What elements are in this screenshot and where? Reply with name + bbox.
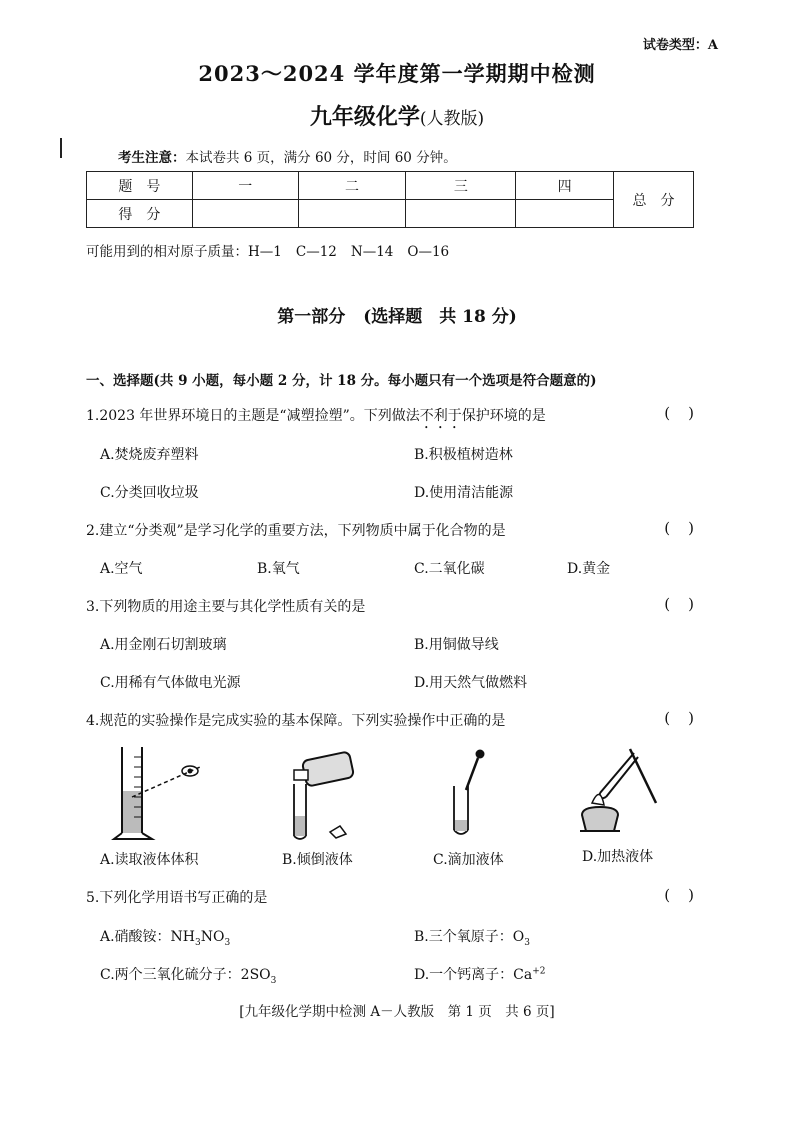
option-b[interactable]: B.三个氧原子：$O_3$ <box>414 929 530 948</box>
score-table-score-row <box>87 200 694 228</box>
stem-text: 1.2023 年世界环境日的主题是“减塑捡塑”。下列做法 <box>86 408 420 424</box>
option-b[interactable]: B.倾倒液体 <box>282 852 353 868</box>
part-heading <box>0 302 794 327</box>
option-a[interactable]: A.焚烧废弃塑料 <box>100 447 199 463</box>
exam-title: 2023～2024 学年度第一学期期中检测 <box>198 61 596 86</box>
score-label: 得 分 <box>87 200 193 228</box>
score-cell[interactable] <box>298 200 406 228</box>
page-footer: [九年级化学期中检测 A－人教版 第 1 页 共 6 页] <box>239 1004 555 1020</box>
emphasized-text: 不利于 <box>419 408 462 424</box>
option-a[interactable]: A.读取液体体积 <box>100 852 199 868</box>
atomic-masses-label: 可能用到的相对原子质量： <box>86 244 248 260</box>
exam-subtitle <box>0 100 794 131</box>
option-a[interactable]: A.硝酸铵：$NH_3NO_3$ <box>100 929 231 948</box>
part-subtitle: (选择题 共 18 分) <box>363 307 517 327</box>
answer-blank[interactable]: () <box>664 404 712 422</box>
option-c[interactable]: C.两个三氧化硫分子：$2SO_3$ <box>100 967 277 986</box>
score-cell[interactable] <box>192 200 298 228</box>
score-table <box>86 171 694 228</box>
question-number-label: 题 号 <box>87 172 193 200</box>
edition-label: (人教版) <box>419 109 485 129</box>
score-table-header-row <box>87 172 694 200</box>
option-c[interactable]: C.用稀有气体做电光源 <box>100 675 241 691</box>
binding-margin-mark <box>60 138 62 158</box>
section-heading: 一、选择题(共 9 小题，每小题 2 分，计 18 分。每小题只有一个选项是符合题意的) <box>86 373 597 389</box>
notice-text: 本试卷共 6 页，满分 60 分，时间 60 分钟。 <box>185 150 457 166</box>
stem-text: 保护环境的是 <box>461 408 546 424</box>
part-title: 第一部分 <box>277 307 346 327</box>
option-b[interactable]: B.氧气 <box>257 561 300 577</box>
option-c[interactable]: C.滴加液体 <box>433 852 504 868</box>
column-section-4: 四 <box>516 172 614 200</box>
atomic-masses <box>86 240 463 260</box>
option-b[interactable]: B.积极植树造林 <box>414 447 513 463</box>
option-b[interactable]: B.用铜做导线 <box>414 637 499 653</box>
question-stem: 3.下列物质的用途主要与其化学性质有关的是 <box>86 599 366 615</box>
atomic-mass-item: H—1 <box>248 244 282 260</box>
answer-blank[interactable]: () <box>664 886 712 904</box>
graduated-cylinder-illustration <box>100 745 220 845</box>
score-cell[interactable] <box>406 200 516 228</box>
option-a[interactable]: A.空气 <box>100 561 143 577</box>
score-cell[interactable] <box>516 200 614 228</box>
question-stem: 5.下列化学用语书写正确的是 <box>86 890 268 906</box>
notice-label: 考生注意： <box>118 150 186 166</box>
atomic-mass-item: N—14 <box>350 244 394 260</box>
option-c[interactable]: C.分类回收垃圾 <box>100 485 199 501</box>
question-stem: 2.建立“分类观”是学习化学的重要方法，下列物质中属于化合物的是 <box>86 523 506 539</box>
atomic-mass-item: O—16 <box>407 244 450 260</box>
option-d[interactable]: D.用天然气做燃料 <box>414 675 528 691</box>
pouring-liquid-illustration <box>280 748 380 843</box>
option-c[interactable]: C.二氧化碳 <box>414 561 485 577</box>
column-section-3: 三 <box>406 172 516 200</box>
option-d[interactable]: D.加热液体 <box>582 849 654 865</box>
column-section-1: 一 <box>192 172 298 200</box>
column-section-2: 二 <box>298 172 406 200</box>
answer-blank[interactable]: () <box>664 709 712 727</box>
question-stem <box>86 405 546 432</box>
subject-name: 九年级化学 <box>309 104 420 130</box>
exam-notice <box>118 146 457 166</box>
atomic-mass-item: C—12 <box>295 244 337 260</box>
total-score-cell: 总 分 <box>614 172 694 228</box>
dropper-illustration <box>440 750 500 842</box>
question-stem: 4.规范的实验操作是完成实验的基本保障。下列实验操作中正确的是 <box>86 713 506 729</box>
option-d[interactable]: D.一个钙离子：$Ca^{+2}$ <box>414 966 546 983</box>
answer-blank[interactable]: () <box>664 595 712 613</box>
option-a[interactable]: A.用金刚石切割玻璃 <box>100 637 227 653</box>
option-d[interactable]: D.黄金 <box>567 561 611 577</box>
heating-liquid-illustration <box>572 745 662 841</box>
paper-type-label: 试卷类型：A <box>642 38 718 53</box>
option-d[interactable]: D.使用清洁能源 <box>414 485 514 501</box>
answer-blank[interactable]: () <box>664 519 712 537</box>
